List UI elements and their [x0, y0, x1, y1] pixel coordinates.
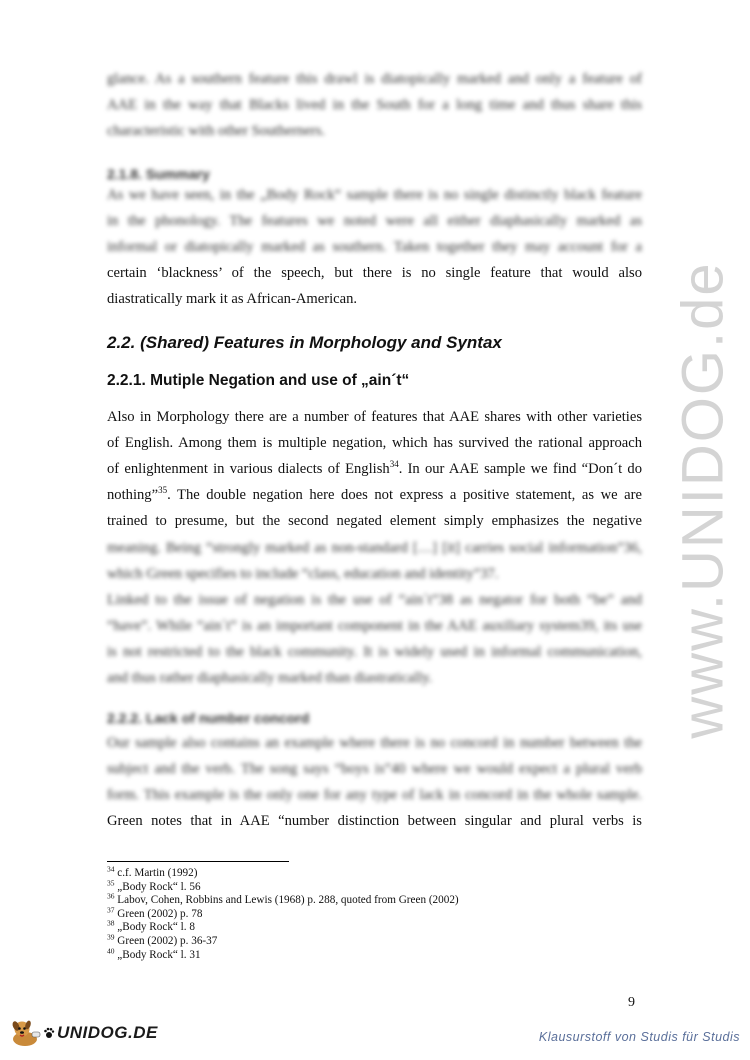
- text-line: in the phonology. The features we noted were all either diaphasically marked as: [107, 213, 642, 229]
- heading-2-1-8: 2.1.8. Summary: [107, 166, 210, 182]
- footnote-ref: 34: [389, 459, 399, 470]
- text-line: Green notes that in AAE “number distinction between singular and plural verbs is: [107, 813, 642, 829]
- text-line: Linked to the issue of negation is the use of “ain´t”38 as negator for both “be” and: [107, 592, 642, 608]
- text-line: of enlightenment in various dialects of English$^{34}$. In our AAE sample we find “Don´t do: [107, 459, 642, 477]
- dog-icon: [8, 1018, 42, 1048]
- logo-text: UNIDOG.DE: [57, 1023, 158, 1042]
- intro-paragraph: [107, 66, 642, 144]
- text-line: meaning. Being “strongly marked as non-standard […] [it] carries social information”36,: [107, 540, 642, 556]
- footnote: $^{38}$ „Body Rock“ l. 8: [107, 918, 195, 934]
- footnote: $^{34}$ c.f. Martin (1992): [107, 864, 198, 879]
- heading-2-2-1: 2.2.1. Mutiple Negation and use of „ain´t“: [107, 372, 410, 389]
- text-line: Our sample also contains an example where there is no concord in number between the: [107, 735, 642, 751]
- text-line: As we have seen, in the „Body Rock“ sample there is no single distinctly black feature: [107, 187, 642, 203]
- text-line: informal or diatopically marked as southern. Taken together they may account for a: [107, 239, 642, 255]
- text-line: form. This example is the only one for any type of lack in concord in the whole sample.: [107, 787, 642, 803]
- text-line: subject and the verb. The song says “boys is”40 where we would expect a plural verb: [107, 761, 642, 777]
- text-line: glance. As a southern feature this drawl is diatopically marked and only a feature of: [107, 71, 642, 87]
- text-line: which Green specifies to include “class, education and identity”37.: [107, 566, 499, 582]
- summary-paragraph: [107, 260, 642, 312]
- summary-blurred-lines: [107, 182, 642, 260]
- text-line: and thus rather diaphasically marked than diastratically.: [107, 670, 433, 686]
- negation-paragraph: [107, 404, 642, 534]
- text-line: certain ‘blackness’ of the speech, but there is no single feature that would also: [107, 265, 642, 281]
- footnote: $^{35}$ „Body Rock“ l. 56: [107, 877, 201, 893]
- text-line: trained to presume, but the second negated element simply emphasizes the negative: [107, 513, 642, 529]
- text-line: nothing”$^{35}$. The double negation here does not express a positive statement, as we are: [107, 485, 642, 503]
- heading-2-2: 2.2. (Shared) Features in Morphology and Syntax: [107, 333, 502, 352]
- footnotes: [107, 864, 459, 962]
- text-line: “have”. While “ain´t” is an important component in the AAE auxiliary system39, its use: [107, 618, 642, 634]
- text-line: AAE in the way that Blacks lived in the South for a long time and thus share this: [107, 97, 642, 113]
- text-line: Also in Morphology there are a number of features that AAE shares with other varieties: [107, 409, 642, 425]
- text-line: is not restricted to the black community. It is widely used in informal communication,: [107, 644, 642, 660]
- footnote: $^{39}$ Green (2002) p. 36-37: [107, 932, 218, 947]
- footnote-divider: [107, 861, 289, 862]
- heading-2-2-2: 2.2.2. Lack of number concord: [107, 710, 310, 726]
- page-number: 9: [628, 995, 635, 1010]
- footnote: $^{40}$ „Body Rock“ l. 31: [107, 945, 201, 961]
- footer-tagline: Klausurstoff von Studis für Studis: [538, 1030, 740, 1044]
- footnote: $^{37}$ Green (2002) p. 78: [107, 905, 203, 920]
- text-line: of English. Among them is multiple negation, which has survived the rational approach: [107, 435, 642, 451]
- concord-paragraph: [107, 808, 642, 834]
- text-line: characteristic with other Southerners.: [107, 123, 326, 139]
- concord-blurred-lines: [107, 730, 642, 808]
- watermark: www.UNIDOG.de: [670, 261, 736, 739]
- footnote-ref: 35: [158, 485, 168, 496]
- text-line: diastratically mark it as African-American.: [107, 291, 358, 307]
- negation-blurred-lines: [107, 535, 642, 691]
- unidog-logo[interactable]: [8, 1017, 158, 1049]
- footnote: $^{36}$ Labov, Cohen, Robbins and Lewis (1968) p. 288, quoted from Green (2002): [107, 891, 459, 907]
- paw-icon: [43, 1027, 55, 1039]
